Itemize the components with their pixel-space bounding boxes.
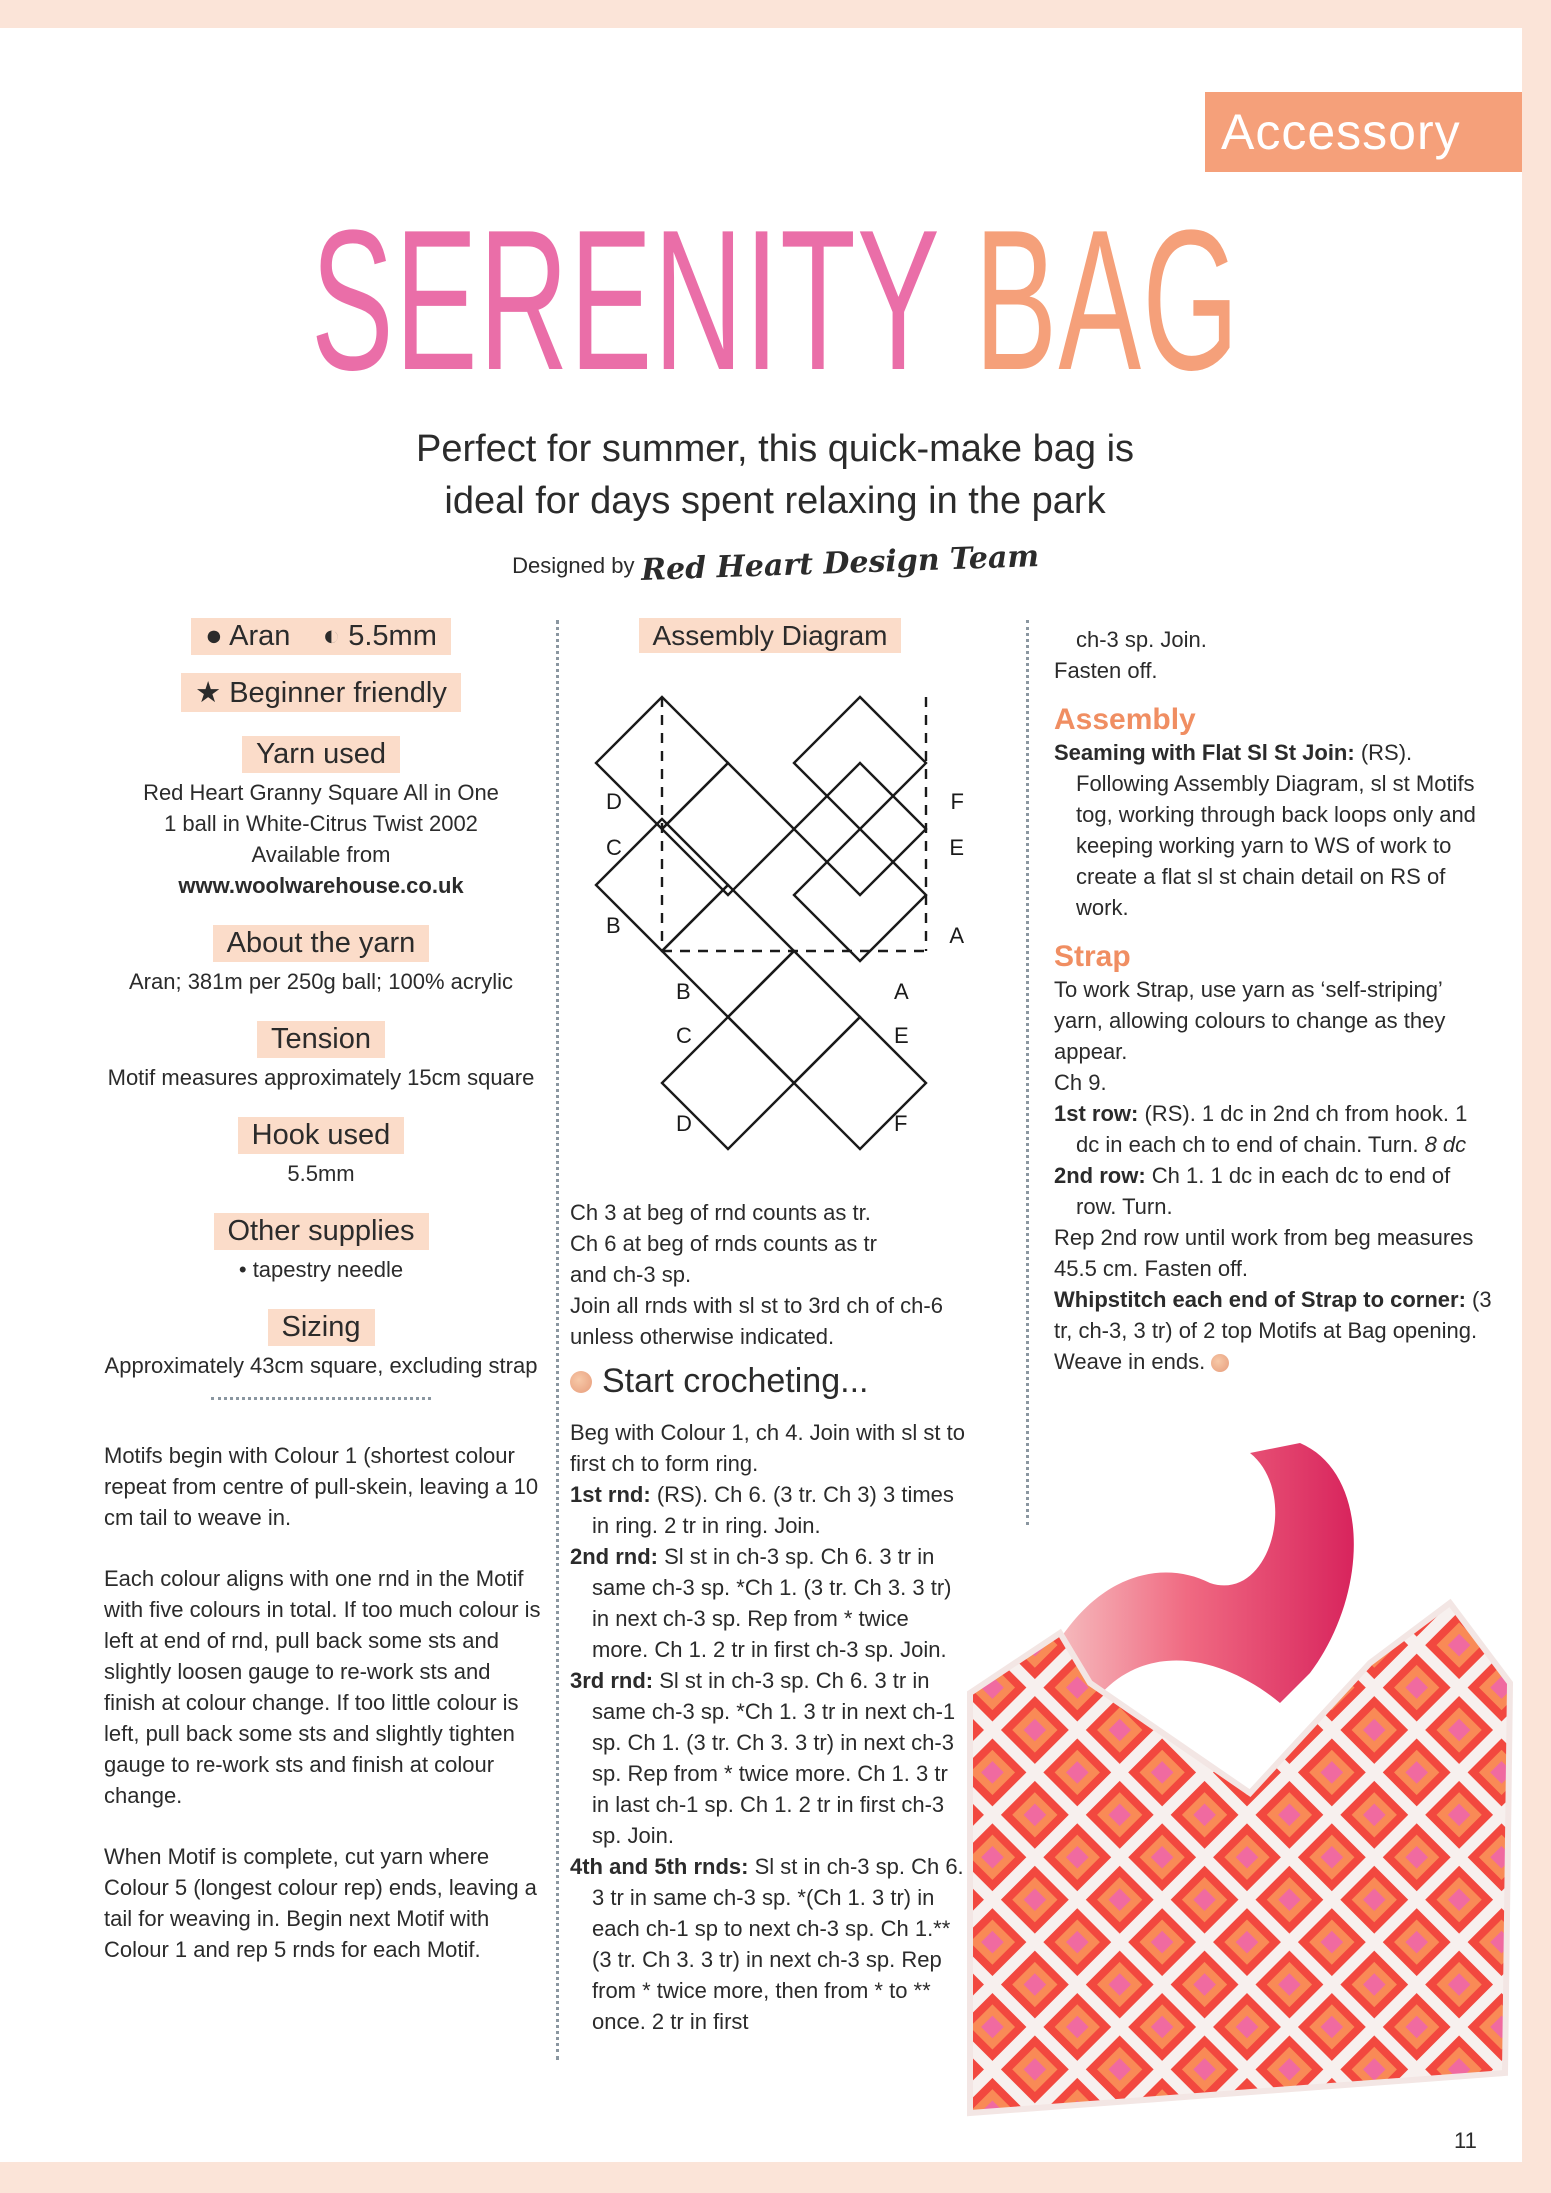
designer-credit (0, 539, 1522, 588)
yarn-url: www.woolwarehouse.co.uk (178, 873, 464, 898)
method-intro: Beg with Colour 1, ch 4. Join with sl st to first ch to form ring. (570, 1420, 965, 1476)
label-a-bottom: A (894, 979, 909, 1004)
hook-text: 5.5mm (287, 1161, 355, 1186)
about-yarn-block (96, 925, 546, 997)
yarn-ball-icon: ● (205, 620, 223, 652)
row-2: 2nd row: Ch 1. 1 dc in each dc to end of row. Turn. (1054, 1163, 1451, 1219)
sizing-text: Approximately 43cm square, excluding strap (104, 1353, 538, 1378)
bag-photo (950, 1433, 1520, 2133)
assembly-heading: Assembly (1054, 703, 1196, 736)
start-heading: Start crocheting... (602, 1362, 869, 1400)
column-specs (96, 618, 546, 1995)
column-method (570, 618, 970, 2037)
yarn-used-heading: Yarn used (242, 736, 400, 773)
dotted-divider (211, 1397, 431, 1400)
strap-chain: Ch 9. (1054, 1070, 1107, 1095)
column-divider-1 (556, 620, 559, 2060)
label-f-bottom: F (894, 1111, 908, 1136)
level-badge (181, 673, 461, 712)
method-notes (570, 1197, 970, 1352)
standfirst-line2: ideal for days spent relaxing in the park (444, 480, 1106, 522)
label-b-bottom: B (676, 979, 691, 1004)
tension-text: Motif measures approximately 15cm square (107, 1065, 535, 1090)
motif-para-3: When Motif is complete, cut yarn where Colour 5 (longest colour rep) ends, leaving a tail for weaving in. Begin next Motif with Colour 1 and rep 5 rnds for each Motif. (104, 1844, 537, 1962)
yarn-used-block (96, 736, 546, 901)
supplies-heading: Other supplies (214, 1213, 429, 1250)
hook-heading: Hook used (238, 1117, 405, 1154)
repeat-text: Rep 2nd row until work from beg measures 45.5 cm. Fasten off. (1054, 1225, 1474, 1281)
sizing-block (96, 1309, 546, 1381)
about-yarn-text: Aran; 381m per 250g ball; 100% acrylic (129, 969, 513, 994)
yarn-ball-icon (570, 1371, 592, 1393)
round-1: 1st rnd: (RS). Ch 6. (3 tr. Ch 3) 3 times in ring. 2 tr in ring. Join. (570, 1482, 954, 1538)
about-yarn-heading: About the yarn (213, 925, 430, 962)
label-c-top: C (606, 835, 622, 860)
level-value: Beginner friendly (229, 677, 447, 709)
yarn-line1: Red Heart Granny Square All in One (143, 780, 499, 805)
page-title (295, 189, 1257, 412)
designer-prefix: Designed by (512, 553, 635, 578)
diagram-heading: Assembly Diagram (639, 618, 902, 653)
note-1: Ch 3 at beg of rnd counts as tr. (570, 1200, 871, 1225)
tension-block (96, 1021, 546, 1093)
round-4-5: 4th and 5th rnds: Sl st in ch-3 sp. Ch 6. 3 tr in same ch-3 sp. *(Ch 1. 3 tr) in each ch-1 sp to next ch-3 sp. Ch 1.** (3 tr. Ch 3. 3 tr) in next ch-3 sp. Rep from * twice more, then from * to ** once. 2 tr in first (570, 1854, 964, 2034)
title-part2: BAG (974, 189, 1241, 412)
column-divider-2 (1026, 620, 1029, 1525)
standfirst (300, 423, 1250, 527)
label-d-top: D (606, 789, 622, 814)
tension-heading: Tension (257, 1021, 385, 1058)
label-d-bottom: D (676, 1111, 692, 1136)
round-2: 2nd rnd: Sl st in ch-3 sp. Ch 6. 3 tr in same ch-3 sp. *Ch 1. (3 tr. Ch 3. 3 tr) in next ch-3 sp. Rep from * twice more. Ch 1. 2 tr in first ch-3 sp. Join. (570, 1544, 952, 1662)
label-c-bottom: C (676, 1023, 692, 1048)
standfirst-line1: Perfect for summer, this quick-make bag is (415, 428, 1135, 470)
hook-badge-value: 5.5mm (348, 620, 437, 652)
sizing-heading: Sizing (268, 1309, 375, 1346)
label-f-top: F (950, 789, 964, 814)
strap-heading: Strap (1054, 940, 1131, 973)
weight-badge (191, 618, 451, 655)
star-icon: ★ (195, 677, 222, 709)
continued-line2: Fasten off. (1054, 658, 1158, 683)
page (0, 28, 1522, 2162)
title-part1: SERENITY (310, 189, 939, 412)
supplies-block (96, 1213, 546, 1285)
diagram-motif-centre (728, 951, 860, 1083)
yarn-line2: 1 ball in White-Citrus Twist 2002 (164, 811, 478, 836)
note-4: Join all rnds with sl st to 3rd ch of ch-6 (570, 1293, 943, 1318)
continued-line1: ch-3 sp. Join. (1076, 627, 1207, 652)
yarn-line3: Available from (251, 842, 391, 867)
hook-block (96, 1117, 546, 1189)
hook-icon: ◐ (322, 620, 341, 652)
weight-value: Aran (229, 620, 291, 652)
end-yarn-ball-icon (1211, 1354, 1229, 1372)
strap-intro: To work Strap, use yarn as ‘self-striping’ yarn, allowing colours to change as they appear. (1054, 977, 1446, 1064)
label-a-top: A (949, 923, 964, 948)
seaming-text: Seaming with Flat Sl St Join: (RS). Following Assembly Diagram, sl st Motifs tog, working through back loops only and keeping working yarn to WS of work to create a flat sl st chain detail on RS of work. (1054, 740, 1476, 920)
label-e-bottom: E (894, 1023, 909, 1048)
start-heading-row (570, 1362, 970, 1400)
supplies-text: • tapestry needle (238, 1257, 404, 1282)
label-e-top: E (949, 835, 964, 860)
bag-body (970, 1603, 1510, 2113)
note-5: unless otherwise indicated. (570, 1324, 835, 1349)
note-2: Ch 6 at beg of rnds counts as tr (570, 1231, 877, 1256)
note-3: and ch-3 sp. (570, 1262, 692, 1287)
label-b-top: B (606, 913, 621, 938)
column-finishing (1054, 624, 1494, 1377)
section-tab: Accessory (1205, 92, 1522, 172)
row-1: 1st row: (RS). 1 dc in 2nd ch from hook. 1 dc in each ch to end of chain. Turn. 8 dc (1054, 1101, 1468, 1157)
motif-para-2: Each colour aligns with one rnd in the Motif with five colours in total. If too much colour is left at end of rnd, pull back some sts and slightly loosen gauge to re-work sts and finish at colour change. If too little colour is left, pull back some sts and slightly tighten gauge to re-work sts and finish at colour change. (104, 1566, 541, 1808)
assembly-diagram (570, 659, 970, 1179)
diagram-motif-left-inner (662, 763, 794, 895)
motif-para-1: Motifs begin with Colour 1 (shortest colour repeat from centre of pull-skein, leaving a 10 cm tail to weave in. (104, 1443, 539, 1530)
designer-name: Red Heart Design Team (640, 539, 1040, 588)
round-3: 3rd rnd: Sl st in ch-3 sp. Ch 6. 3 tr in same ch-3 sp. *Ch 1. 3 tr in next ch-1 sp. Ch 1. (3 tr. Ch 3. 3 tr) in next ch-3 sp. Rep from * twice more. Ch 1. 3 tr in last ch-1 sp. Ch 1. 2 tr in first ch-3 sp. Join. (570, 1668, 956, 1848)
page-number: 11 (1454, 2128, 1477, 2153)
whipstitch-text: Whipstitch each end of Strap to corner: (3 tr, ch-3, 3 tr) of 2 top Motifs at Bag opening. Weave in ends. (1054, 1287, 1492, 1374)
